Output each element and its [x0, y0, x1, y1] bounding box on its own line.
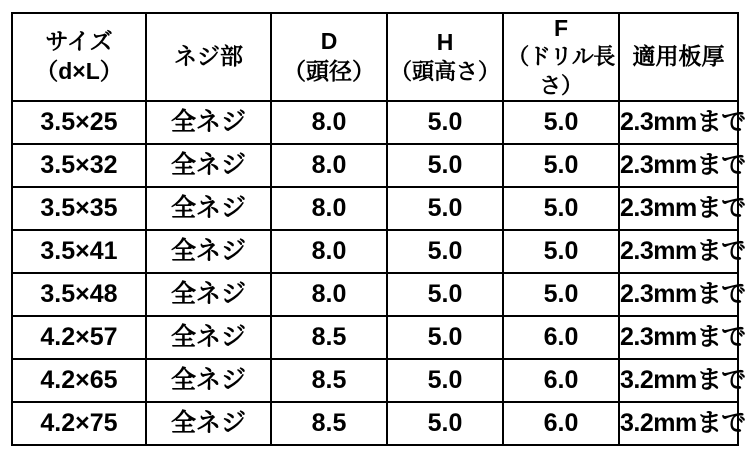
column-header-f — [503, 13, 619, 101]
column-header-thickness — [619, 13, 738, 101]
cell-f: 5.0 — [503, 187, 619, 230]
column-header-size — [12, 13, 146, 101]
table-row — [12, 273, 738, 316]
cell-f: 6.0 — [503, 359, 619, 402]
cell-d: 8.5 — [271, 402, 387, 445]
column-header-d-line1: D — [320, 28, 338, 55]
table-row — [12, 144, 738, 187]
cell-h: 5.0 — [387, 359, 503, 402]
cell-thickness: 2.3mmまで — [619, 273, 738, 316]
cell-f: 5.0 — [503, 273, 619, 316]
cell-neji: 全ネジ — [146, 144, 271, 187]
cell-thickness: 2.3mmまで — [619, 230, 738, 273]
table-row — [12, 187, 738, 230]
cell-h: 5.0 — [387, 316, 503, 359]
cell-h: 5.0 — [387, 402, 503, 445]
cell-neji: 全ネジ — [146, 316, 271, 359]
column-header-d-line2: （頭径） — [283, 57, 375, 84]
cell-f: 5.0 — [503, 230, 619, 273]
column-header-f-line2: （ドリル長さ） — [507, 44, 615, 98]
cell-size: 4.2×57 — [12, 316, 146, 359]
cell-size: 3.5×25 — [12, 101, 146, 144]
cell-d: 8.0 — [271, 101, 387, 144]
cell-thickness: 2.3mmまで — [619, 144, 738, 187]
table-row — [12, 230, 738, 273]
cell-f: 5.0 — [503, 144, 619, 187]
header-row — [12, 13, 738, 101]
cell-d: 8.0 — [271, 230, 387, 273]
column-header-thickness-line1: 適用板厚 — [632, 43, 725, 70]
column-header-size-line1: サイズ — [45, 28, 113, 55]
cell-d: 8.0 — [271, 273, 387, 316]
cell-d: 8.5 — [271, 316, 387, 359]
cell-size: 3.5×32 — [12, 144, 146, 187]
table-row — [12, 359, 738, 402]
table-header — [12, 13, 738, 101]
cell-neji: 全ネジ — [146, 187, 271, 230]
column-header-neji — [146, 13, 271, 101]
cell-size: 4.2×75 — [12, 402, 146, 445]
cell-h: 5.0 — [387, 187, 503, 230]
cell-thickness: 3.2mmまで — [619, 402, 738, 445]
cell-h: 5.0 — [387, 144, 503, 187]
cell-d: 8.0 — [271, 187, 387, 230]
column-header-h — [387, 13, 503, 101]
table-row — [12, 402, 738, 445]
cell-size: 3.5×35 — [12, 187, 146, 230]
specification-table — [11, 12, 746, 446]
column-header-size-line2: （d×L） — [35, 57, 123, 84]
column-header-neji-line1: ネジ部 — [174, 43, 243, 70]
column-header-d — [271, 13, 387, 101]
cell-f: 6.0 — [503, 316, 619, 359]
cell-f: 6.0 — [503, 402, 619, 445]
cell-h: 5.0 — [387, 230, 503, 273]
cell-size: 3.5×48 — [12, 273, 146, 316]
cell-neji: 全ネジ — [146, 230, 271, 273]
column-header-h-line1: H — [436, 29, 454, 56]
cell-neji: 全ネジ — [146, 402, 271, 445]
cell-d: 8.5 — [271, 359, 387, 402]
cell-neji: 全ネジ — [146, 359, 271, 402]
cell-f: 5.0 — [503, 101, 619, 144]
cell-neji: 全ネジ — [146, 101, 271, 144]
cell-thickness: 2.3mmまで — [619, 101, 738, 144]
cell-size: 4.2×65 — [12, 359, 146, 402]
spec-sheet — [0, 12, 750, 462]
cell-h: 5.0 — [387, 101, 503, 144]
cell-thickness: 3.2mmまで — [619, 359, 738, 402]
cell-h: 5.0 — [387, 273, 503, 316]
cell-thickness: 2.3mmまで — [619, 187, 738, 230]
column-header-h-line2: （頭高さ） — [389, 58, 500, 84]
table-body — [12, 101, 746, 445]
table-row — [12, 316, 738, 359]
cell-thickness: 2.3mmまで — [619, 316, 738, 359]
table-row — [12, 101, 738, 144]
cell-size: 3.5×41 — [12, 230, 146, 273]
column-header-f-line1: F — [553, 15, 569, 41]
cell-d: 8.0 — [271, 144, 387, 187]
cell-neji: 全ネジ — [146, 273, 271, 316]
